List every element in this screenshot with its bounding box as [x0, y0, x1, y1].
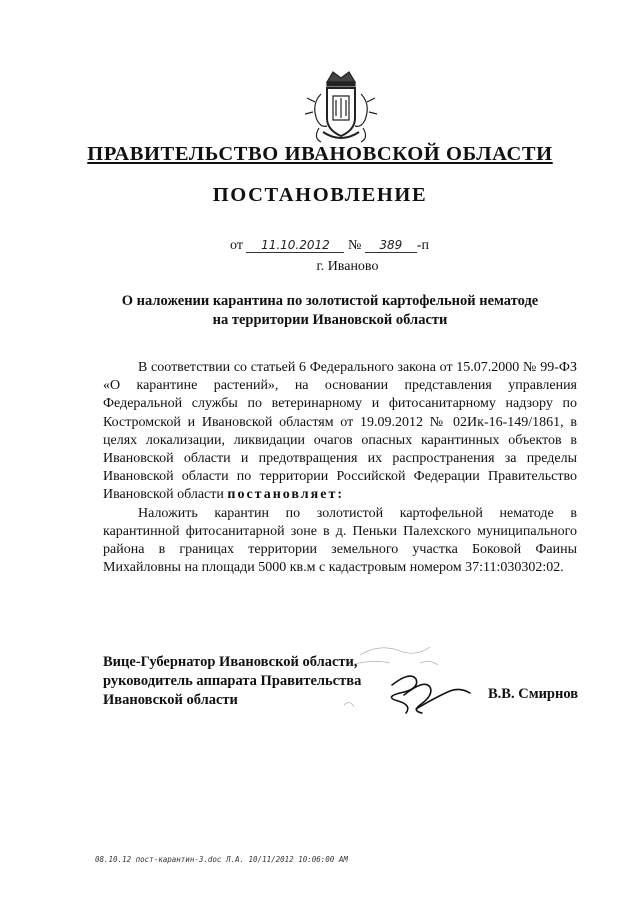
paragraph-1-text: В соответствии со статьей 6 Федерального закона от 15.07.2000 № 99-ФЗ «О карантине растений», на основании представления управления Федеральной службы по ветеринарному и фитосанитарному надзору по Костромской и Ивановской областям от 19.09.2012 № 02Ик-16-149/1861, в целях локализации, ликвидации очагов опасных карантинных объектов в Ивановской области и предотвращения их распространения за пределы Ивановской области по территории Российской Федерации Правительство Ивановской области [103, 360, 577, 503]
city-name: г. Иваново [316, 259, 379, 274]
position-line-3: Ивановской области [103, 692, 238, 708]
body-paragraph-1 [103, 359, 577, 505]
position-line-2: руководитель аппарата Правительства [103, 673, 362, 689]
organization-title: ПРАВИТЕЛЬСТВО ИВАНОВСКОЙ ОБЛАСТИ [87, 143, 553, 165]
date-number-line [230, 238, 470, 254]
coat-of-arms-emblem [303, 68, 379, 148]
document-type-title: ПОСТАНОВЛЕНИЕ [212, 184, 428, 206]
body-paragraph-2: Наложить карантин по золотистой картофельной нематоде в карантинной фитосанитарной зоне в д. Пеньки Палехского муниципального района в границах территории земельного участка Боковой Фаины Михайловны на площади 5000 кв.м с кадастровым номером 37:11:030302:02. [103, 505, 577, 576]
date-prefix: от [230, 238, 243, 253]
subject-line-1: О наложении карантина по золотистой картофельной нематоде [121, 293, 539, 309]
number-prefix: № [347, 238, 362, 253]
signatory-name: В.В. Смирнов [488, 686, 579, 702]
document-subject [80, 292, 580, 330]
subject-line-2: на территории Ивановской области [212, 312, 448, 328]
handwritten-date: 11.10.2012 [246, 238, 344, 253]
number-suffix: -п [416, 238, 429, 253]
document-body [103, 359, 577, 577]
handwritten-signature [320, 635, 480, 745]
handwritten-number: 389 [365, 238, 417, 253]
position-line-1: Вице-Губернатор Ивановской области, [103, 654, 358, 670]
resolve-word: постановляет: [227, 487, 344, 503]
document-footer: 08.10.12 пост-карантин-3.doc Л.А. 10/11/2012 10:06:00 AM [95, 855, 348, 864]
